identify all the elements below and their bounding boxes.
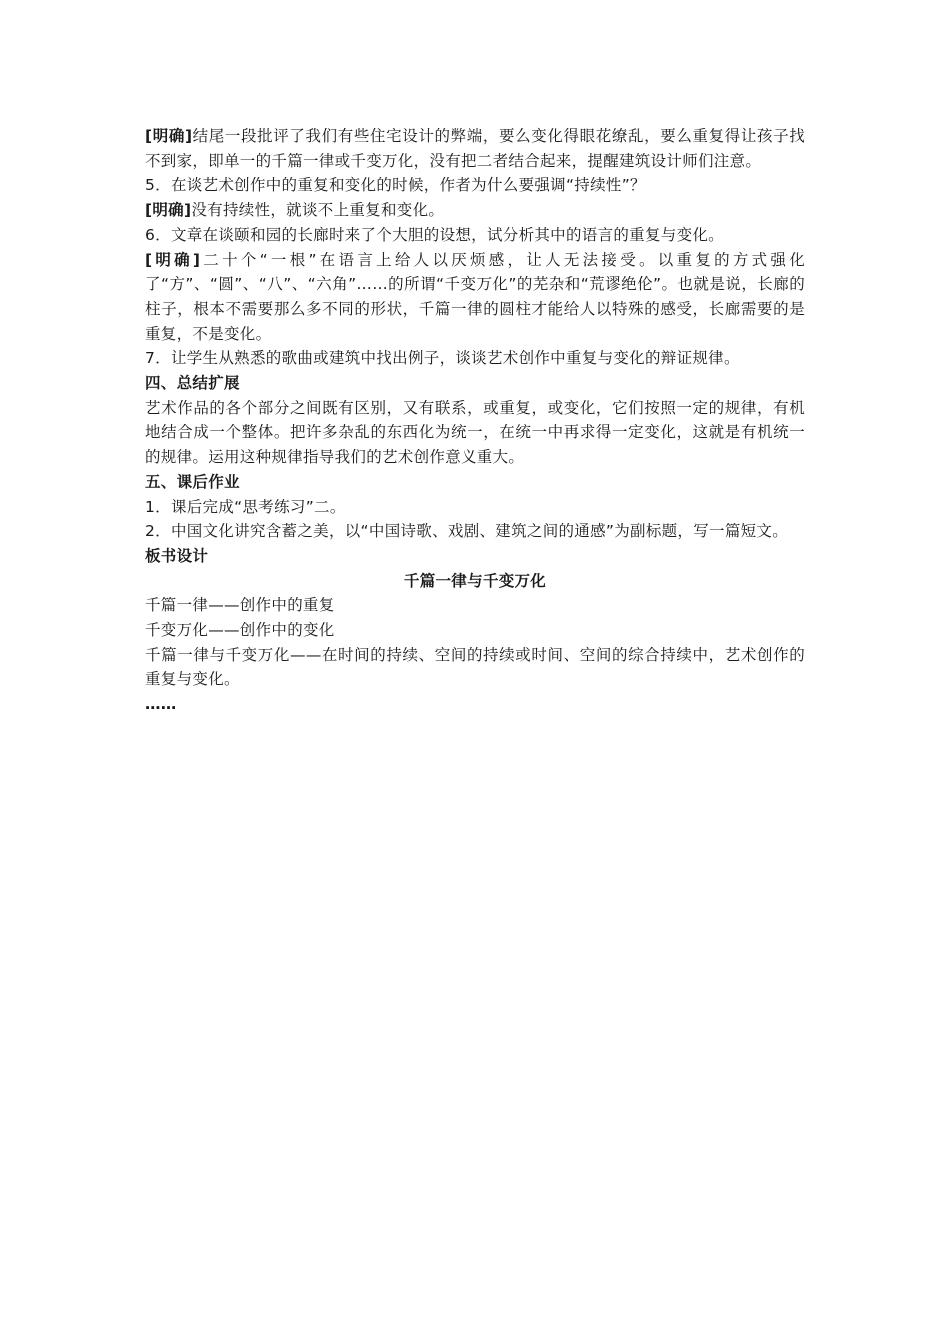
board-line-1: 千篇一律——创作中的重复 [145, 596, 335, 615]
summary-paragraph: 艺术作品的各个部分之间既有区别，又有联系，或重复，或变化，它们按照一定的规律，有机地结合成一个整体。把许多杂乱的东西化为统一，在统一中再求得一定变化，这就是有机统一的规律。运用这种规律指导我们的艺术创作意义重大。 [145, 398, 805, 467]
question-7: 7．让学生从熟悉的歌曲或建筑中找出例子，谈谈艺术创作中重复与变化的辩证规律。 [145, 349, 740, 368]
board-design-heading: 板书设计 [145, 546, 209, 565]
paragraph-conclusion [145, 124, 805, 173]
board-title: 千篇一律与千变万化 [403, 571, 547, 590]
homework-item-2: 2．中国文化讲究含蓄之美，以“中国诗歌、戏剧、建筑之间的通感”为副标题，写一篇短文。 [145, 522, 789, 541]
homework-item-1: 1．课后完成“思考练习”二。 [145, 497, 346, 516]
section-heading-homework: 五、课后作业 [145, 472, 240, 491]
answer-6 [145, 248, 805, 347]
question-6: 6．文章在谈颐和园的长廊时来了个大胆的设想，试分析其中的语言的重复与变化。 [145, 225, 724, 244]
document-body [145, 124, 805, 717]
answer-tag: [明确] [145, 250, 201, 269]
board-line-2: 千变万化——创作中的变化 [145, 621, 335, 640]
answer-text: 没有持续性，就谈不上重复和变化。 [191, 201, 445, 220]
ellipsis: …… [145, 695, 177, 714]
answer-text: 二十个“一根”在语言上给人以厌烦感，让人无法接受。以重复的方式强化了“方”、“圆”、“八”、“六角”……的所谓“千变万化”的芜杂和“荒谬绝伦”。也就是说，长廊的柱子，根本不需要那么多不同的形状，千篇一律的圆柱才能给人以特殊的感受，长廊需要的是重复，不是变化。 [145, 250, 806, 343]
section-heading-summary: 四、总结扩展 [145, 374, 240, 393]
answer-text: 结尾一段批评了我们有些住宅设计的弊端，要么变化得眼花缭乱，要么重复得让孩子找不到家，即单一的千篇一律或千变万化，没有把二者结合起来，提醒建筑设计师们注意。 [145, 127, 805, 170]
answer-tag: [明确] [145, 127, 193, 145]
question-5: 5．在谈艺术创作中的重复和变化的时候，作者为什么要强调“持续性”？ [145, 176, 646, 195]
board-line-3: 千篇一律与千变万化——在时间的持续、空间的持续或时间、空间的综合持续中，艺术创作的重复与变化。 [145, 645, 805, 689]
answer-5 [145, 198, 805, 223]
answer-tag: [明确] [145, 201, 192, 220]
